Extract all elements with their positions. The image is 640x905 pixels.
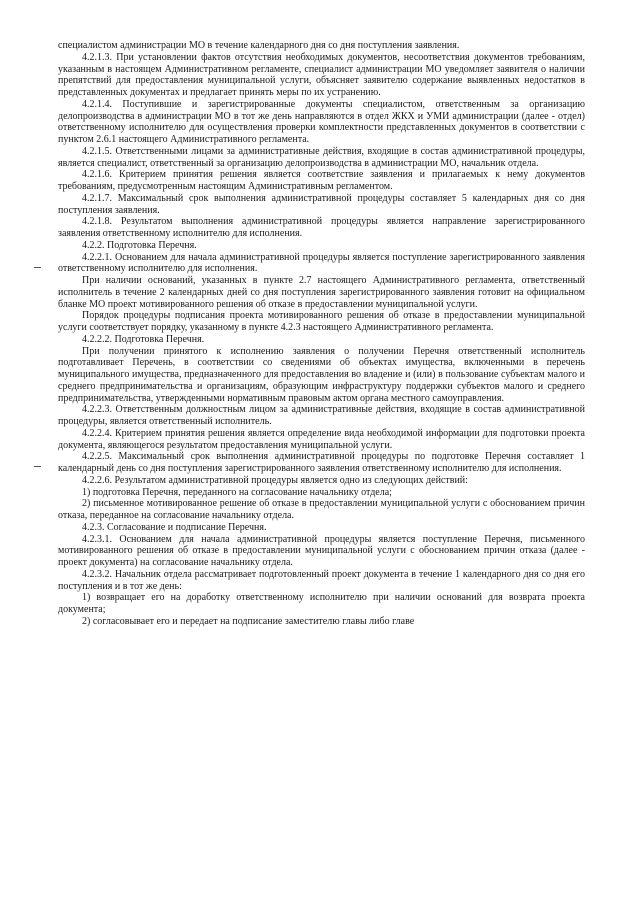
- margin-scan-mark: [34, 466, 41, 467]
- paragraph: 4.2.3.2. Начальник отдела рассматривает подготовленный проект документа в течение 1 календарного дня со дня его поступления и в тот же день:: [58, 568, 585, 592]
- margin-scan-mark: [34, 267, 41, 268]
- paragraph: 4.2.3.1. Основанием для начала административной процедуры является поступление Перечня, письменного мотивированного решения об отказе в предоставлении муниципальной услуги с обоснованием причин отказа (далее - проект документа) на согласование начальнику отдела.: [58, 533, 585, 568]
- document-body: [58, 40, 585, 628]
- paragraph: 4.2.3. Согласование и подписание Перечня.: [82, 521, 267, 533]
- paragraph: 1) подготовка Перечня, переданного на согласование начальнику отдела;: [82, 486, 392, 498]
- paragraph: 4.2.2. Подготовка Перечня.: [82, 239, 197, 251]
- paragraph: 1) возвращает его на доработку ответственному исполнителю при наличии оснований для возврата проекта документа;: [58, 592, 585, 615]
- paragraph: 4.2.1.7. Максимальный срок выполнения административной процедуры составляет 5 календарных дня со дня поступления заявления.: [58, 192, 585, 216]
- paragraph: 4.2.2.5. Максимальный срок выполнения административной процедуры по подготовке Перечня составляет 1 календарный день со дня поступления зарегистрированного заявления ответственному исполнителю для исполнения.: [58, 451, 585, 474]
- paragraph: Порядок процедуры подписания проекта мотивированного решения об отказе в предоставлении муниципальной услуги соответствует порядку, указанному в пункте 4.2.3 настоящего Административного регламента.: [58, 310, 585, 333]
- paragraph: 2) согласовывает его и передает на подписание заместителю главы либо главе: [82, 615, 415, 627]
- paragraph: специалистом администрации МО в течение календарного дня со дня поступления заявления.: [58, 40, 460, 51]
- paragraph: 4.2.2.4. Критерием принятия решения является определение вида необходимой информации для подготовки проекта документа, являющегося результатом предоставления муниципальной услуги.: [58, 427, 585, 451]
- paragraph: 4.2.2.3. Ответственным должностным лицом за административные действия, входящие в состав административной процедуры, является ответственный исполнитель.: [58, 404, 585, 427]
- paragraph: 4.2.1.6. Критерием принятия решения является соответствие заявления и прилагаемых к нему документов требованиям, предусмотренным настоящим Административным регламентом.: [58, 169, 585, 192]
- paragraph: При получении принятого к исполнению заявления о получении Перечня ответственный исполнитель подготавливает Перечень, в соответствии со сведениями об объектах имущества, включенными в перечень муниципального имущества, предназначенного для предоставления во владение и (или) в пользование субъектам малого и среднего предпринимательства и организациям, образующим инфраструктуру поддержки субъектов малого и среднего предпринимательства, утвержденными нормативным правовым актом органа местного самоуправления.: [58, 345, 585, 404]
- paragraph: 4.2.1.4. Поступившие и зарегистрированные документы специалистом, ответственным за организацию делопроизводства в администрации МО в тот же день направляются в отдел ЖКХ и УМИ администрации (далее - отдел) ответственному исполнителю для осуществления проверки комплектности представленных документов в соответствии с пунктом 2.6.1 настоящего Административного регламента.: [58, 98, 585, 145]
- paragraph: 4.2.2.6. Результатом административной процедуры является одно из следующих действий:: [82, 474, 468, 486]
- paragraph: 4.2.1.8. Результатом выполнения административной процедуры является направление зарегистрированного заявления ответственному исполнителю для исполнения.: [58, 216, 585, 239]
- paragraph: 2) письменное мотивированное решение об отказе в предоставлении муниципальной услуги с обоснованием причин отказа, переданное на согласование начальнику отдела.: [58, 498, 585, 521]
- paragraph: 4.2.2.2. Подготовка Перечня.: [82, 333, 205, 345]
- paragraph: 4.2.2.1. Основанием для начала административной процедуры является поступление зарегистрированного заявления ответственному исполнителю для исполнения.: [58, 251, 585, 275]
- paragraph: 4.2.1.3. При установлении фактов отсутствия необходимых документов, несоответствия документов требованиям, указанным в настоящем Административном регламенте, специалист администрации МО уведомляет заявителя о наличии препятствий для предоставления муниципальной услуги, объясняет заявителю содержание выявленных недостатков в представленных документах и предлагает принять меры по их устранению.: [58, 51, 585, 98]
- paragraph: При наличии оснований, указанных в пункте 2.7 настоящего Административного регламента, ответственный исполнитель в течение 2 календарных дней со дня поступления зарегистрированного заявления готовит на официальном бланке МО проект мотивированного решения об отказе в предоставлении муниципальной услуги.: [58, 275, 585, 310]
- paragraph: 4.2.1.5. Ответственными лицами за административные действия, входящие в состав административной процедуры, является специалист, ответственный за организацию делопроизводства в администрации МО, начальник отдела.: [58, 145, 585, 169]
